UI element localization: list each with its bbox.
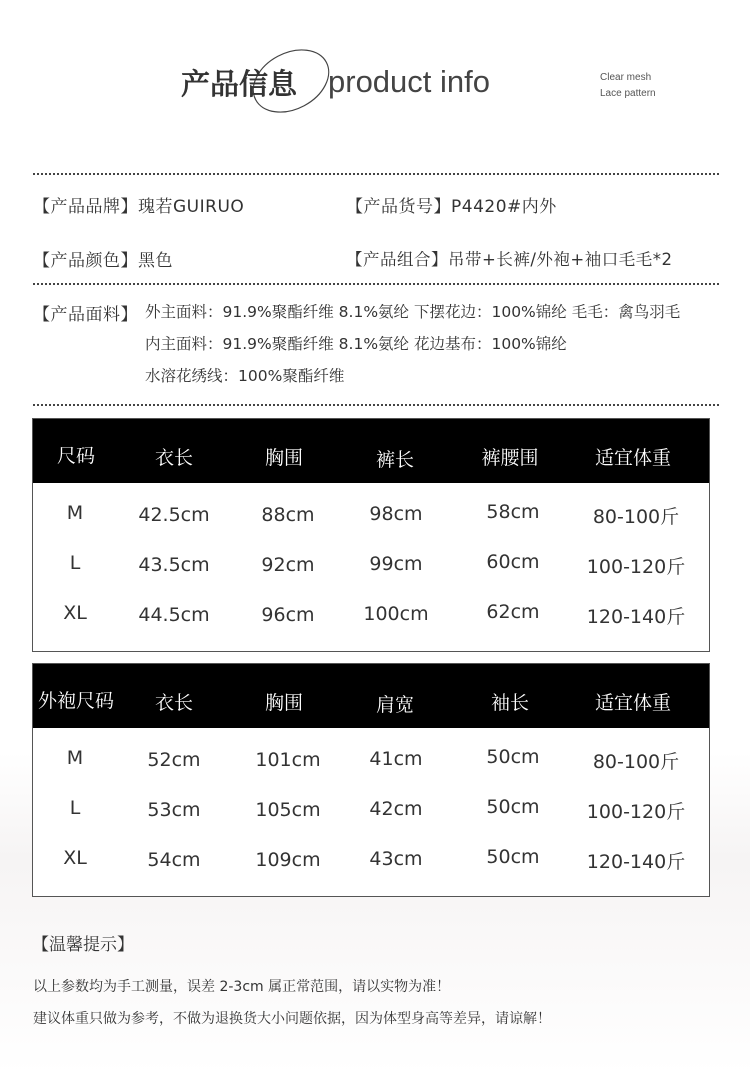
info-fabric-line-1: 外主面料：91.9%聚酯纤维 8.1%氨纶 下摆花边：100%锦纶 毛毛：禽鸟羽毛 (145, 303, 681, 321)
table-cell: 96cm (261, 604, 315, 626)
info-fabric-line-2: 内主面料：91.9%聚酯纤维 8.1%氨纶 花边基布：100%锦纶 (145, 335, 567, 353)
table-cell: 50cm (486, 796, 540, 818)
table-cell: 100cm (363, 603, 429, 625)
info-fabric-line-3: 水溶花绣线：100%聚酯纤维 (145, 367, 345, 385)
table-cell: 98cm (369, 503, 423, 525)
table-cell: L (69, 797, 81, 819)
header-cell: 肩宽 (375, 694, 415, 716)
table-cell: 88cm (261, 504, 315, 526)
header-cell: 裤腰围 (481, 447, 539, 469)
header-cell: 袖长 (490, 692, 530, 714)
size-table-inner-header (33, 419, 709, 483)
tips-title: 【温馨提示】 (32, 935, 134, 955)
header-cell: 适宜体重 (594, 692, 672, 714)
info-brand: 【产品品牌】瑰若GUIRUO (33, 197, 245, 217)
header-cell: 外袍尺码 (37, 690, 115, 712)
table-cell: 44.5cm (138, 604, 210, 626)
size-table-robe (32, 663, 710, 897)
table-cell: 80-100斤 (592, 751, 680, 773)
table-cell: XL (63, 602, 87, 624)
table-cell: 99cm (369, 553, 423, 575)
size-table-robe-header (33, 664, 709, 728)
table-cell: 43.5cm (138, 554, 210, 576)
info-item-number: 【产品货号】P4420#内外 (346, 197, 557, 217)
table-cell: 109cm (255, 849, 321, 871)
table-cell: 80-100斤 (592, 506, 680, 528)
table-cell: 120-140斤 (586, 606, 686, 628)
table-cell: 120-140斤 (586, 851, 686, 873)
tips-line-2: 建议体重只做为参考，不做为退换货大小问题依据，因为体型身高等差异，请谅解！ (33, 1011, 551, 1027)
header-cell: 胸围 (264, 692, 304, 714)
header-cell: 衣长 (154, 692, 194, 714)
divider-bottom (33, 404, 719, 406)
info-combination: 【产品组合】吊带+长裤/外袍+袖口毛毛*2 (346, 250, 673, 269)
table-cell: 100-120斤 (586, 801, 686, 823)
table-cell: 43cm (369, 848, 423, 870)
table-cell: 101cm (255, 749, 321, 771)
table-cell: 41cm (369, 748, 423, 770)
info-fabric-label: 【产品面料】 (33, 305, 138, 325)
table-cell: 105cm (255, 799, 321, 821)
table-cell: 62cm (486, 601, 540, 623)
header-cell: 胸围 (264, 447, 304, 469)
table-cell: M (66, 502, 84, 524)
divider-middle (33, 283, 719, 285)
table-cell: 42cm (369, 798, 423, 820)
table-cell: 54cm (147, 849, 201, 871)
table-cell: 60cm (486, 551, 540, 573)
header-cell: 裤长 (375, 449, 415, 471)
table-cell: M (66, 747, 84, 769)
size-table-inner (32, 418, 710, 652)
section-title-en: product info (328, 64, 490, 99)
section-title-cn: 产品信息 (181, 67, 298, 101)
table-cell: 42.5cm (138, 504, 210, 526)
table-cell: XL (63, 847, 87, 869)
table-cell: 58cm (486, 501, 540, 523)
tips-line-1: 以上参数均为手工测量，误差 2-3cm 属正常范围，请以实物为准！ (33, 979, 451, 995)
feature-tag-1: Clear mesh (600, 72, 652, 83)
table-cell: 100-120斤 (586, 556, 686, 578)
table-cell: 52cm (147, 749, 201, 771)
table-cell: 50cm (486, 846, 540, 868)
feature-tag-2: Lace pattern (600, 88, 656, 99)
info-color: 【产品颜色】黑色 (33, 251, 173, 271)
header-cell: 尺码 (56, 445, 96, 467)
header-cell: 衣长 (154, 447, 194, 469)
table-cell: 92cm (261, 554, 315, 576)
divider-top (33, 173, 719, 175)
table-cell: L (69, 552, 81, 574)
table-cell: 53cm (147, 799, 201, 821)
table-cell: 50cm (486, 746, 540, 768)
header-cell: 适宜体重 (594, 447, 672, 469)
